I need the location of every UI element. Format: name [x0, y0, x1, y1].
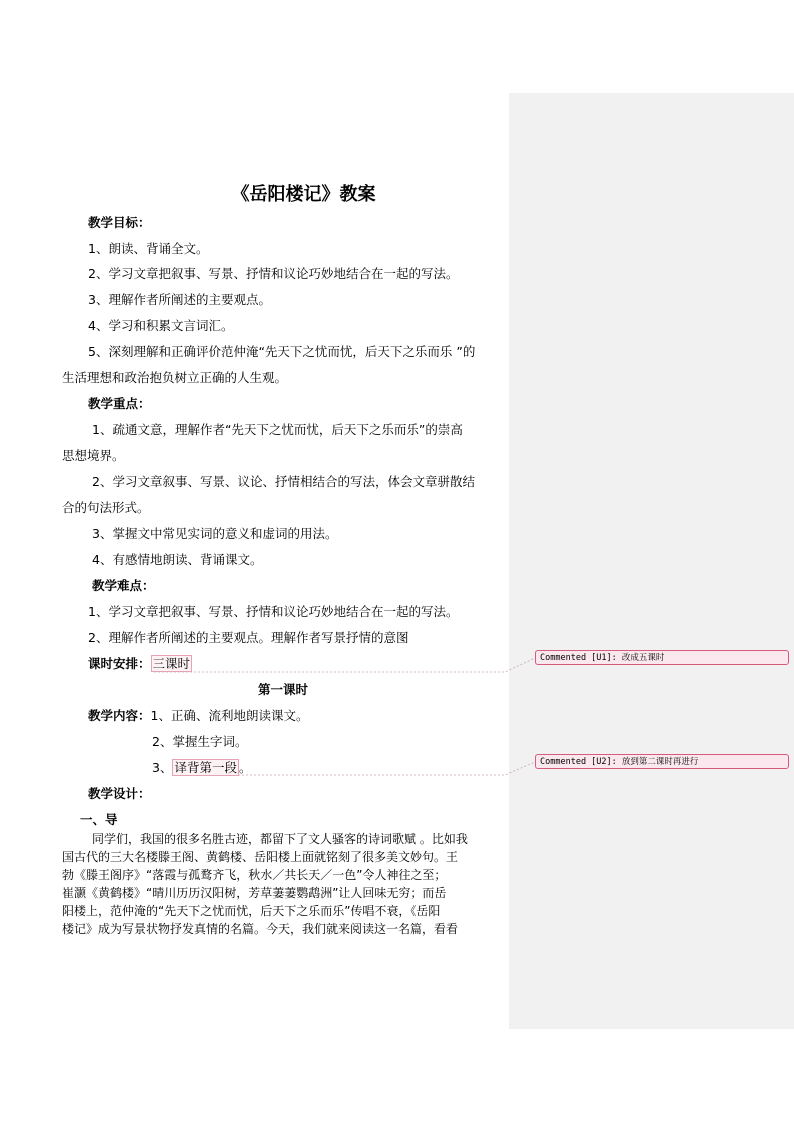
content-item-prefix: 3、: [152, 760, 173, 775]
content-line: [88, 708, 308, 724]
content-item: 1、正确、流利地朗读课文。: [150, 708, 309, 723]
lesson-title: 第一课时: [257, 682, 308, 697]
schedule-value-commented[interactable]: 三课时: [152, 656, 191, 671]
key-item-continued: 合的句法形式。: [62, 500, 150, 515]
goal-item: 2、学习文章把叙事、写景、抒情和议论巧妙地结合在一起的写法。: [88, 266, 459, 281]
content-label: 教学内容：: [88, 708, 151, 723]
document-title: 《岳阳楼记》教案: [231, 184, 376, 205]
intro-line: 崔灏《黄鹤楼》“晴川历历汉阳树，芳草萋萋鹦鹉洲”让人回味无穷；而岳: [62, 886, 447, 900]
intro-line: 阳楼上，范仲淹的“先天下之忧而忧，后天下之乐而乐”传唱不衰，《岳阳: [62, 904, 441, 918]
intro-line: 同学们，我国的很多名胜古迹，都留下了文人骚客的诗词歌赋 。比如我: [92, 832, 468, 846]
design-heading: 教学设计：: [88, 786, 151, 801]
key-item-continued: 思想境界。: [62, 448, 125, 463]
goal-item: 4、学习和积累文言词汇。: [88, 318, 234, 333]
goal-item-continued: 生活理想和政治抱负树立正确的人生观。: [62, 370, 288, 385]
difficult-item: 1、学习文章把叙事、写景、抒情和议论巧妙地结合在一起的写法。: [88, 604, 459, 619]
key-item: 4、有感情地朗读、背诵课文。: [92, 552, 263, 567]
intro-line: 国古代的三大名楼滕王阁、黄鹤楼、岳阳楼上面就铭刻了很多美文妙句。王: [62, 850, 459, 864]
key-item: 3、掌握文中常见实词的意义和虚词的用法。: [92, 526, 338, 541]
content-item: 2、掌握生字词。: [152, 734, 248, 749]
goal-item: 3、理解作者所阐述的主要观点。: [88, 292, 271, 307]
content-line-3: [152, 760, 251, 776]
intro-line: 勃《滕王阁序》“落霞与孤鹜齐飞，秋水／共长天／一色”令人神往之至；: [62, 868, 447, 882]
content-item-commented[interactable]: 译背第一段: [174, 760, 237, 775]
key-heading: 教学重点：: [88, 396, 151, 411]
schedule-label: 课时安排：: [88, 656, 151, 671]
goal-item: 5、深刻理解和正确评价范仲淹“先天下之忧而忧，后天下之乐而乐 ”的: [88, 344, 476, 359]
difficult-item: 2、理解作者所阐述的主要观点。理解作者写景抒情的意图: [88, 630, 409, 645]
goal-item: 1、朗读、背诵全文。: [88, 241, 209, 256]
comment-balloon[interactable]: Commented [U1]: 改成五课时: [535, 650, 789, 665]
key-item: 1、疏通文意，理解作者“先天下之忧而忧，后天下之乐而乐”的崇高: [92, 422, 463, 437]
goals-heading: 教学目标：: [88, 215, 151, 230]
key-item: 2、学习文章叙事、写景、议论、抒情相结合的写法，体会文章骈散结: [92, 474, 475, 489]
content-item-suffix: 。: [238, 760, 252, 775]
difficult-heading: 教学难点：: [92, 578, 155, 593]
section-heading: 一、导: [80, 812, 118, 827]
intro-line: 楼记》成为写景状物抒发真情的名篇。今天，我们就来阅读这一名篇，看看: [62, 922, 459, 936]
schedule-line: [88, 656, 192, 672]
comment-balloon[interactable]: Commented [U2]: 放到第二课时再进行: [535, 754, 789, 769]
